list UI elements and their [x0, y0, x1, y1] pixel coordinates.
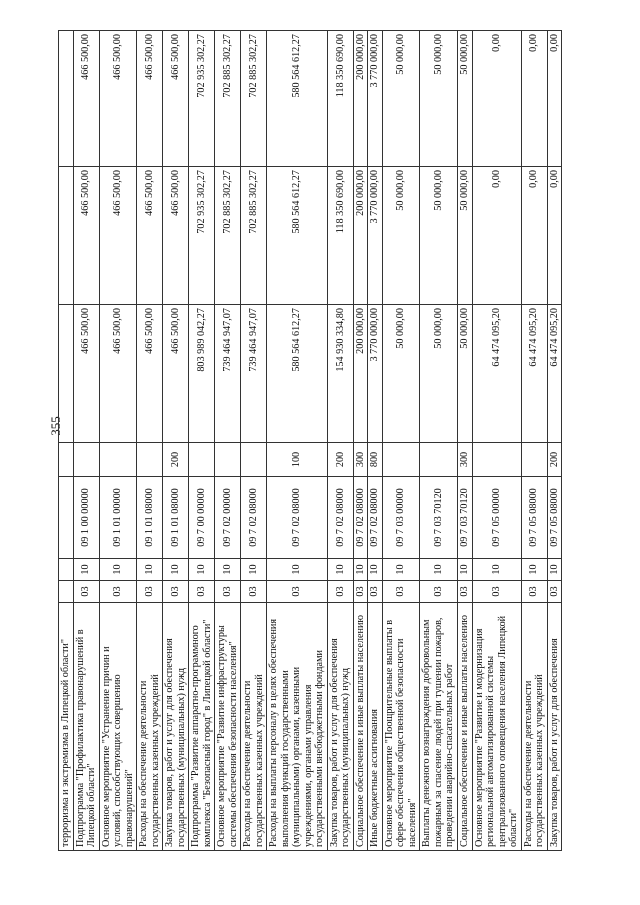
amount-3-cell: 0,00 [547, 31, 562, 167]
table-row [382, 31, 420, 851]
table-row [327, 31, 353, 851]
section-code-cell: 03 [382, 581, 420, 603]
subsection-code-cell: 10 [368, 559, 383, 581]
section-code-cell: 03 [457, 581, 472, 603]
target-article-cell: 09 7 02 00000 [215, 477, 241, 559]
section-code-cell: 03 [267, 581, 328, 603]
amount-1-cell: 50 000,00 [420, 305, 458, 443]
table-row [267, 31, 328, 851]
amount-3-cell: 50 000,00 [382, 31, 420, 167]
target-article-cell: 09 1 00 00000 [73, 477, 99, 559]
expense-type-cell: 300 [457, 443, 472, 477]
section-code-cell: 03 [241, 581, 267, 603]
amount-2-cell: 702 935 302,27 [189, 167, 215, 305]
expense-type-cell [73, 443, 99, 477]
amount-2-cell: 50 000,00 [420, 167, 458, 305]
table-row [521, 31, 547, 851]
section-code-cell: 03 [472, 581, 521, 603]
target-article-cell: 09 7 02 08000 [241, 477, 267, 559]
section-code-cell: 03 [99, 581, 137, 603]
amount-2-cell: 580 564 612,27 [267, 167, 328, 305]
section-code-cell [59, 581, 74, 603]
target-article-cell: 09 7 00 00000 [189, 477, 215, 559]
amount-2-cell: 466 500,00 [137, 167, 163, 305]
row-name-cell: терроризма и экстремизма в Липецкой области" [59, 603, 74, 851]
amount-3-cell: 200 000,00 [353, 31, 368, 167]
budget-table-container [58, 31, 623, 851]
amount-1-cell: 466 500,00 [73, 305, 99, 443]
expense-type-cell: 200 [547, 443, 562, 477]
amount-1-cell: 64 474 095,20 [472, 305, 521, 443]
section-code-cell: 03 [353, 581, 368, 603]
amount-2-cell: 0,00 [472, 167, 521, 305]
target-article-cell: 09 1 01 08000 [137, 477, 163, 559]
amount-1-cell: 739 464 947,07 [215, 305, 241, 443]
amount-1-cell: 466 500,00 [163, 305, 189, 443]
target-article-cell: 09 7 05 08000 [521, 477, 547, 559]
amount-2-cell: 50 000,00 [457, 167, 472, 305]
row-name-cell: Выплаты денежного вознаграждения добровольным пожарным за спасение людей при тушении пожаров, проведении аварийно-спасательных работ [420, 603, 458, 851]
table-row [99, 31, 137, 851]
amount-2-cell: 200 000,00 [353, 167, 368, 305]
expense-type-cell [137, 443, 163, 477]
amount-2-cell: 702 885 302,27 [215, 167, 241, 305]
amount-1-cell: 200 000,00 [353, 305, 368, 443]
subsection-code-cell [59, 559, 74, 581]
table-row [241, 31, 267, 851]
amount-2-cell: 466 500,00 [99, 167, 137, 305]
target-article-cell: 09 7 05 08000 [547, 477, 562, 559]
section-code-cell: 03 [368, 581, 383, 603]
subsection-code-cell: 10 [353, 559, 368, 581]
expense-type-cell [382, 443, 420, 477]
amount-1-cell: 50 000,00 [457, 305, 472, 443]
amount-2-cell: 50 000,00 [382, 167, 420, 305]
amount-3-cell: 50 000,00 [420, 31, 458, 167]
target-article-cell: 09 7 02 08000 [368, 477, 383, 559]
amount-2-cell: 702 885 302,27 [241, 167, 267, 305]
expense-type-cell: 800 [368, 443, 383, 477]
subsection-code-cell: 10 [420, 559, 458, 581]
target-article-cell: 09 1 01 08000 [163, 477, 189, 559]
row-name-cell: Основное мероприятие "Устранение причин и условий, способствующих совершению правонарушений" [99, 603, 137, 851]
amount-3-cell: 466 500,00 [99, 31, 137, 167]
target-article-cell: 09 1 01 00000 [99, 477, 137, 559]
amount-3-cell: 466 500,00 [163, 31, 189, 167]
table-row [163, 31, 189, 851]
amount-2-cell [59, 167, 74, 305]
amount-1-cell: 803 989 042,27 [189, 305, 215, 443]
subsection-code-cell: 10 [472, 559, 521, 581]
expense-type-cell [521, 443, 547, 477]
amount-3-cell [59, 31, 74, 167]
section-code-cell: 03 [327, 581, 353, 603]
amount-3-cell: 466 500,00 [73, 31, 99, 167]
amount-2-cell: 3 770 000,00 [368, 167, 383, 305]
amount-3-cell: 702 935 302,27 [189, 31, 215, 167]
amount-2-cell: 466 500,00 [163, 167, 189, 305]
table-row [457, 31, 472, 851]
amount-1-cell: 466 500,00 [99, 305, 137, 443]
target-article-cell [59, 477, 74, 559]
expense-type-cell [189, 443, 215, 477]
target-article-cell: 09 7 02 08000 [267, 477, 328, 559]
subsection-code-cell: 10 [73, 559, 99, 581]
row-name-cell: Подпрограмма "Развитие аппаратно-программного комплекса "Безопасный город" в Липецкой области" [189, 603, 215, 851]
amount-2-cell: 0,00 [521, 167, 547, 305]
amount-2-cell: 0,00 [547, 167, 562, 305]
subsection-code-cell: 10 [137, 559, 163, 581]
section-code-cell: 03 [137, 581, 163, 603]
amount-2-cell: 466 500,00 [73, 167, 99, 305]
expense-type-cell: 200 [163, 443, 189, 477]
target-article-cell: 09 7 03 00000 [382, 477, 420, 559]
subsection-code-cell: 10 [267, 559, 328, 581]
table-row [59, 31, 74, 851]
row-name-cell: Расходы на обеспечение деятельности государственных казенных учреждений [241, 603, 267, 851]
amount-1-cell: 154 930 334,80 [327, 305, 353, 443]
subsection-code-cell: 10 [457, 559, 472, 581]
section-code-cell: 03 [73, 581, 99, 603]
amount-1-cell: 739 464 947,07 [241, 305, 267, 443]
amount-3-cell: 118 350 690,00 [327, 31, 353, 167]
row-name-cell: Расходы на обеспечение деятельности государственных казенных учреждений [521, 603, 547, 851]
amount-1-cell: 466 500,00 [137, 305, 163, 443]
expense-type-cell [99, 443, 137, 477]
target-article-cell: 09 7 02 08000 [353, 477, 368, 559]
budget-table-body [59, 31, 562, 851]
section-code-cell: 03 [521, 581, 547, 603]
amount-1-cell: 50 000,00 [382, 305, 420, 443]
expense-type-cell [241, 443, 267, 477]
expense-type-cell [472, 443, 521, 477]
subsection-code-cell: 10 [521, 559, 547, 581]
subsection-code-cell: 10 [215, 559, 241, 581]
row-name-cell: Основное мероприятие "Поощрительные выплаты в сфере обеспечения общественной безопасности населения" [382, 603, 420, 851]
amount-1-cell: 64 474 095,20 [547, 305, 562, 443]
target-article-cell: 09 7 03 70120 [420, 477, 458, 559]
page-number: 355 [48, 416, 63, 436]
expense-type-cell: 100 [267, 443, 328, 477]
table-row [137, 31, 163, 851]
amount-3-cell: 466 500,00 [137, 31, 163, 167]
table-row [353, 31, 368, 851]
row-name-cell: Социальное обеспечение и иные выплаты населению [353, 603, 368, 851]
section-code-cell: 03 [189, 581, 215, 603]
row-name-cell: Закупка товаров, работ и услуг для обеспечения [547, 603, 562, 851]
subsection-code-cell: 10 [547, 559, 562, 581]
table-row [368, 31, 383, 851]
row-name-cell: Основное мероприятие "Развитие и модернизация региональной автоматизированной системы централизованного оповещения населения Липецкой области" [472, 603, 521, 851]
amount-3-cell: 702 885 302,27 [215, 31, 241, 167]
target-article-cell: 09 7 05 00000 [472, 477, 521, 559]
amount-2-cell: 118 350 690,00 [327, 167, 353, 305]
amount-3-cell: 0,00 [521, 31, 547, 167]
subsection-code-cell: 10 [189, 559, 215, 581]
table-row [420, 31, 458, 851]
section-code-cell: 03 [215, 581, 241, 603]
budget-table [58, 30, 562, 851]
row-name-cell: Закупка товаров, работ и услуг для обеспечения государственных (муниципальных) нужд [327, 603, 353, 851]
row-name-cell: Закупка товаров, работ и услуг для обеспечения государственных (муниципальных) нужд [163, 603, 189, 851]
section-code-cell: 03 [420, 581, 458, 603]
section-code-cell: 03 [547, 581, 562, 603]
row-name-cell: Расходы на обеспечение деятельности государственных казенных учреждений [137, 603, 163, 851]
row-name-cell: Социальное обеспечение и иные выплаты населению [457, 603, 472, 851]
amount-1-cell: 580 564 612,27 [267, 305, 328, 443]
amount-3-cell: 3 770 000,00 [368, 31, 383, 167]
amount-3-cell: 0,00 [472, 31, 521, 167]
amount-3-cell: 702 885 302,27 [241, 31, 267, 167]
table-row [189, 31, 215, 851]
subsection-code-cell: 10 [163, 559, 189, 581]
expense-type-cell [59, 443, 74, 477]
table-row [547, 31, 562, 851]
row-name-cell: Расходы на выплаты персоналу в целях обеспечения выполнения функций государственными (муниципальными) органами, казенными учреждениями, органами управления государственными внебюджетными фондами [267, 603, 328, 851]
subsection-code-cell: 10 [327, 559, 353, 581]
amount-3-cell: 50 000,00 [457, 31, 472, 167]
expense-type-cell: 200 [327, 443, 353, 477]
expense-type-cell: 300 [353, 443, 368, 477]
table-row [73, 31, 99, 851]
subsection-code-cell: 10 [99, 559, 137, 581]
amount-3-cell: 580 564 612,27 [267, 31, 328, 167]
row-name-cell: Основное мероприятие "Развитие инфраструктуры системы обеспечения безопасности населения" [215, 603, 241, 851]
expense-type-cell [215, 443, 241, 477]
amount-1-cell [59, 305, 74, 443]
expense-type-cell [420, 443, 458, 477]
table-row [215, 31, 241, 851]
target-article-cell: 09 7 03 70120 [457, 477, 472, 559]
row-name-cell: Подпрограмма "Профилактика правонарушений в Липецкой области" [73, 603, 99, 851]
table-row [472, 31, 521, 851]
row-name-cell: Иные бюджетные ассигнования [368, 603, 383, 851]
amount-1-cell: 3 770 000,00 [368, 305, 383, 443]
section-code-cell: 03 [163, 581, 189, 603]
subsection-code-cell: 10 [241, 559, 267, 581]
amount-1-cell: 64 474 095,20 [521, 305, 547, 443]
target-article-cell: 09 7 02 08000 [327, 477, 353, 559]
subsection-code-cell: 10 [382, 559, 420, 581]
